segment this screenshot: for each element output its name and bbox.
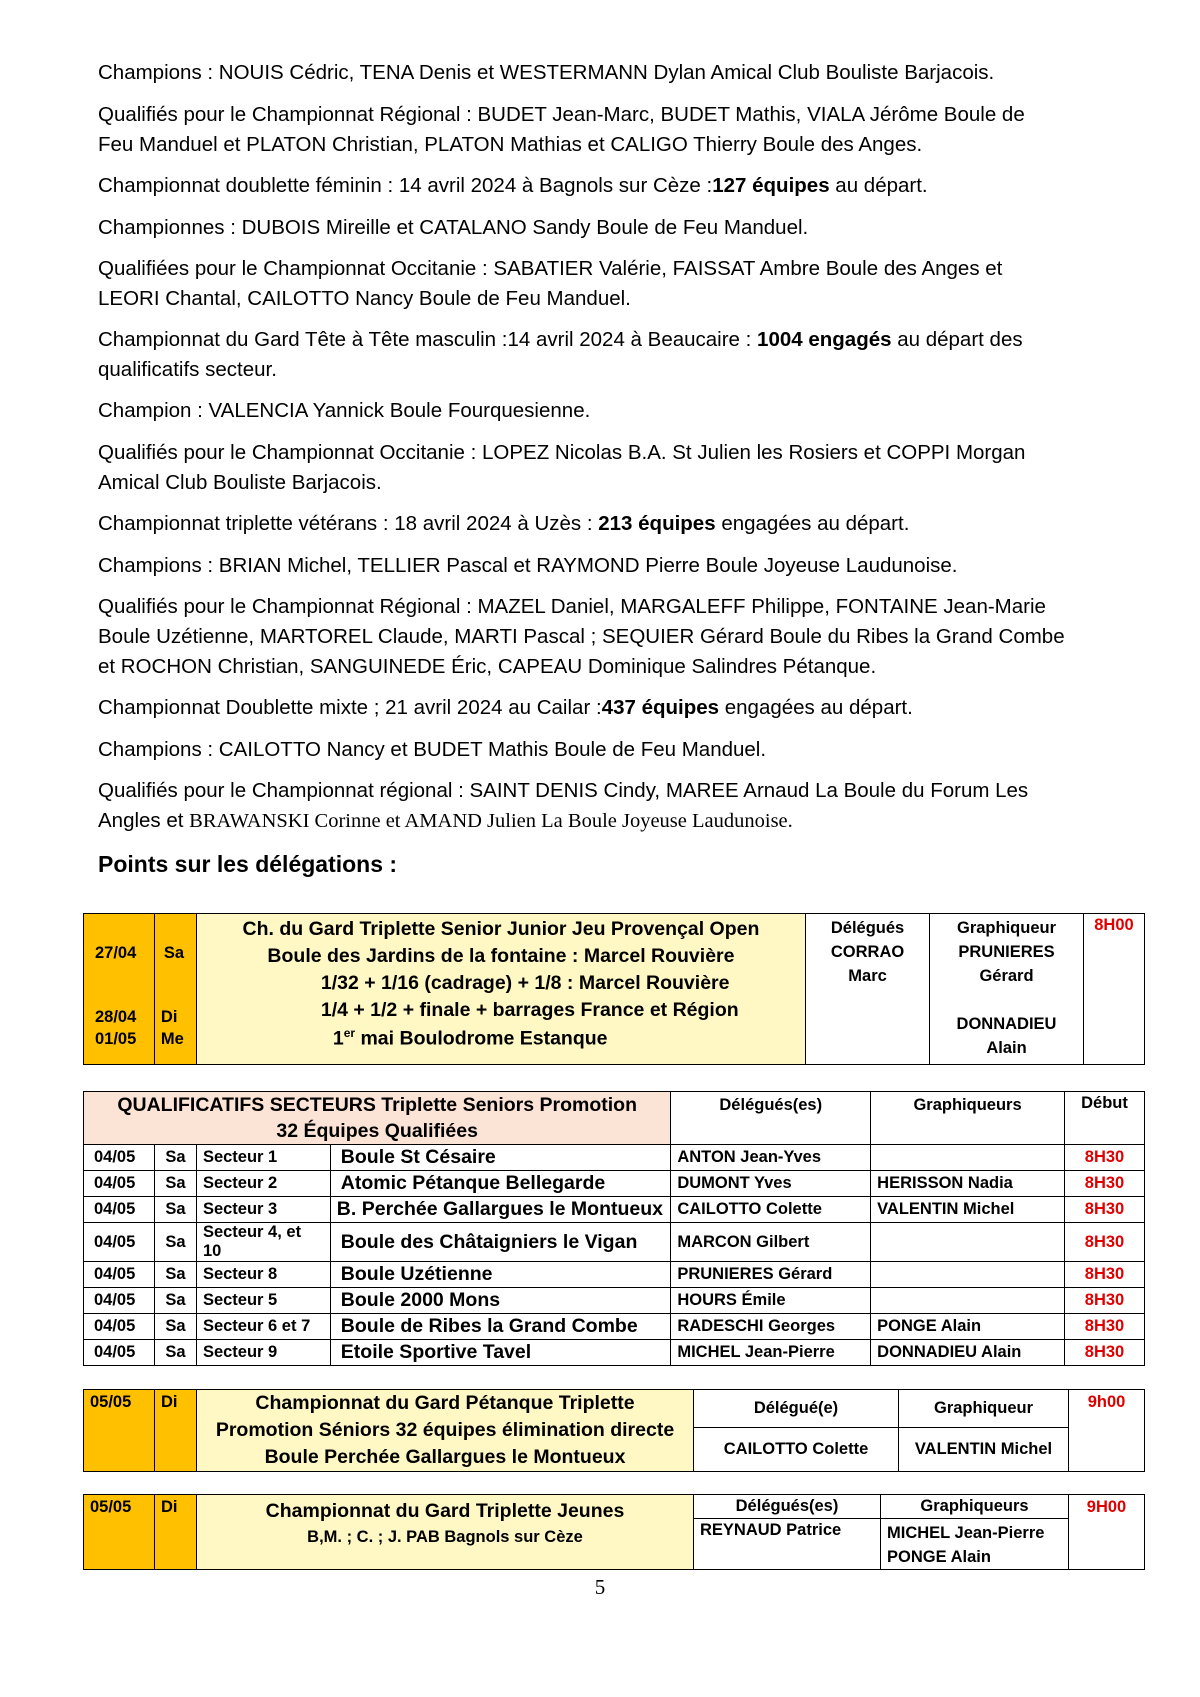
event-line: Championnat du Gard Pétanque Triplette [255,1392,635,1414]
graphiqueur-name [871,1145,1065,1171]
graphiqueur-name [871,1223,1065,1262]
table-row [84,1145,1145,1171]
sector: Secteur 8 [196,1262,330,1288]
delegate-name: DUMONT Yves [671,1171,871,1197]
delegation-table-qualificatifs [83,1091,1145,1366]
date: 01/05 [95,1030,137,1048]
event-line: Championnat du Gard Triplette Jeunes [265,1500,625,1522]
start-time: 8H30 [1064,1145,1144,1171]
text-line: engagées au départ. [719,696,913,719]
sector: Secteur 1 [196,1145,330,1171]
paragraph-championnes [98,213,1108,243]
text-line: au départ. [829,174,928,197]
text-line: Champions : CAILOTTO Nancy et BUDET Mathis Boule de Feu Manduel. [98,738,767,761]
sector: Secteur 2 [196,1171,330,1197]
club-name: Boule St Césaire [330,1145,671,1171]
column-header: Délégués(es) [671,1092,871,1145]
text-line: LEORI Chantal, CAILOTTO Nancy Boule de Feu Manduel. [98,287,631,310]
event-line: Ch. du Gard Triplette Senior Junior Jeu Provençal Open [242,918,760,940]
event-cell [197,1390,694,1472]
club-name: Boule Uzétienne [330,1262,671,1288]
delegation-table-promotion [83,1389,1145,1472]
graphiqueurs-cell [881,1519,1069,1570]
start-time: 8H00 [1083,914,1144,1065]
club-name: Boule des Châtaigniers le Vigan [330,1223,671,1262]
day: Sa [154,1288,196,1314]
graphiqueur-name: DONNADIEU [956,1015,1057,1033]
event-line: Boule Perchée Gallargues le Montueux [264,1446,626,1468]
column-header: Délégués(es) [694,1495,881,1519]
day: Sa [154,1340,196,1366]
delegate-name: CORRAO [830,943,905,961]
text-line: Boule Uzétienne, MARTOREL Claude, MARTI Pascal ; SEQUIER Gérard Boule du Ribes la Grand Combe [98,625,1065,648]
graphiqueur-name: VALENTIN Michel [871,1197,1065,1223]
column-header: Graphiqueur [956,919,1056,937]
column-header: Graphiqueur [899,1390,1069,1428]
text-line: Champions : NOUIS Cédric, TENA Denis et WESTERMANN Dylan Amical Club Bouliste Barjacois. [98,61,995,84]
title-line: 32 Équipes Qualifiées [276,1120,478,1142]
delegate-name: ANTON Jean-Yves [671,1145,871,1171]
column-header: Graphiqueurs [871,1092,1065,1145]
delegate-name: PRUNIERES Gérard [671,1262,871,1288]
text-line: Qualifiées pour le Championnat Occitanie : SABATIER Valérie, FAISSAT Ambre Boule des Anges et [98,257,1003,280]
event-cell [196,914,805,1065]
text-line: Champions : BRIAN Michel, TELLIER Pascal et RAYMOND Pierre Boule Joyeuse Laudunoise. [98,554,958,577]
delegate-name: RADESCHI Georges [671,1314,871,1340]
event-line: Promotion Séniors 32 équipes élimination directe [215,1419,675,1441]
start-time: 8H30 [1064,1314,1144,1340]
delegate-name: MICHEL Jean-Pierre [671,1340,871,1366]
text-line: Championnat doublette féminin : 14 avril 2024 à Bagnols sur Cèze : [98,174,713,197]
text-line: Qualifiés pour le Championnat régional : SAINT DENIS Cindy, MAREE Arnaud La Boule du Forum Les [98,779,1029,802]
table-row [84,1314,1145,1340]
sector: Secteur 6 et 7 [196,1314,330,1340]
event-line: 1er mai Boulodrome Estanque [332,1026,608,1050]
column-header: Délégués [830,919,905,937]
day: Di [155,1390,197,1472]
title-line: QUALIFICATIFS SECTEURS Triplette Seniors Promotion [117,1094,638,1116]
graphiqueur-name: HERISSON Nadia [871,1171,1065,1197]
delegation-table-jeu-provencal [83,913,1145,1065]
text-line: Championnat du Gard Tête à Tête masculin :14 avril 2024 à Beaucaire : [98,328,758,351]
column-header: Graphiqueurs [881,1495,1069,1519]
start-time: 8H30 [1064,1262,1144,1288]
column-header: Début [1064,1092,1144,1145]
table-row [84,1171,1145,1197]
days-cell [154,914,196,1065]
bold-count: 1004 engagés [757,328,892,351]
text-line: Championnes : DUBOIS Mireille et CATALANO Sandy Boule de Feu Manduel. [98,216,809,239]
text-line: au départ des [891,328,1023,351]
paragraph-qualifiees-occitanie [98,254,1108,314]
event-line: B,M. ; C. ; J. PAB Bagnols sur Cèze [307,1528,583,1546]
day: Di [160,1008,178,1026]
club-name: Boule de Ribes la Grand Combe [330,1314,671,1340]
bold-count: 127 équipes [712,174,830,197]
text-line: Qualifiés pour le Championnat Régional : BUDET Jean-Marc, BUDET Mathis, VIALA Jérôme Boule de [98,103,1025,126]
text-line: Championnat triplette vétérans : 18 avril 2024 à Uzès : [98,512,599,535]
delegate-name: CAILOTTO Colette [694,1428,899,1472]
club-name: Etoile Sportive Tavel [330,1340,671,1366]
text-line: engagées au départ. [715,512,910,535]
date: 05/05 [84,1495,155,1570]
text-line: Champion : VALENCIA Yannick Boule Fourquesienne. [98,399,591,422]
text-line: Qualifiés pour le Championnat Occitanie : LOPEZ Nicolas B.A. St Julien les Rosiers et COPPI Morgan [98,441,1026,464]
paragraph-qualifies-regional-veterans [98,592,1108,682]
paragraph-doublette-mixte [98,693,1108,723]
paragraph-doublette-feminin [98,171,1108,201]
date: 04/05 [84,1145,155,1171]
date: 04/05 [84,1262,155,1288]
date: 04/05 [84,1340,155,1366]
delegate-name: MARCON Gilbert [671,1223,871,1262]
date: 27/04 [95,944,137,962]
dates-cell [84,914,155,1065]
table-row [84,1340,1145,1366]
event-line: 1/32 + 1/16 (cadrage) + 1/8 : Marcel Rouvière [320,972,730,994]
date: 04/05 [84,1171,155,1197]
day: Sa [154,1171,196,1197]
paragraph-triplette-veterans [98,509,1108,539]
graphiqueur-name: Gérard [979,967,1034,985]
club-name: B. Perchée Gallargues le Montueux [330,1197,671,1223]
event-cell [197,1495,694,1570]
graphiqueur-name [871,1262,1065,1288]
paragraph-qualifies-regional-mixte [98,776,1108,836]
sector: Secteur 5 [196,1288,330,1314]
date: 04/05 [84,1288,155,1314]
start-time: 8H30 [1064,1197,1144,1223]
day: Sa [154,1262,196,1288]
day: Me [160,1030,184,1048]
table-row [84,1223,1145,1262]
table-row [84,1262,1145,1288]
bold-count: 213 équipes [598,512,716,535]
club-name: Atomic Pétanque Bellegarde [330,1171,671,1197]
start-time: 8H30 [1064,1223,1144,1262]
text-line-serif: BRAWANSKI Corinne et AMAND Julien La Boule Joyeuse Laudunoise. [189,810,793,832]
text-line: Angles et [98,809,190,832]
start-time: 8H30 [1064,1288,1144,1314]
delegate-name: Marc [848,967,887,985]
day: Sa [154,1223,196,1262]
start-time: 9H00 [1069,1495,1145,1570]
text-line: et ROCHON Christian, SANGUINEDE Éric, CAPEAU Dominique Salindres Pétanque. [98,655,877,678]
delegate-name: REYNAUD Patrice [694,1519,881,1570]
paragraph-qualifies-regional-1 [98,100,1108,160]
graphiqueur-name [871,1288,1065,1314]
graphiqueur-name: MICHEL Jean-Pierre [887,1524,1045,1542]
event-line: Boule des Jardins de la fontaine : Marcel Rouvière [267,945,735,967]
text-line: Championnat Doublette mixte ; 21 avril 2024 au Cailar : [98,696,602,719]
delegues-cell [806,914,930,1065]
page-number: 5 [594,1575,606,1599]
sector: Secteur 9 [196,1340,330,1366]
start-time: 9h00 [1069,1390,1145,1472]
section-title: Points sur les délégations : [98,851,398,877]
graphiqueur-name: Alain [986,1039,1027,1057]
paragraph-champions-veterans [98,551,1108,581]
sector: Secteur 3 [196,1197,330,1223]
sector: Secteur 4, et 10 [196,1223,330,1262]
graphiqueur-name: PRUNIERES [958,943,1055,961]
text-line: Qualifiés pour le Championnat Régional : MAZEL Daniel, MARGALEFF Philippe, FONTAINE Jean-Marie [98,595,1046,618]
delegate-name: HOURS Émile [671,1288,871,1314]
day: Sa [154,1197,196,1223]
event-line: 1/4 + 1/2 + finale + barrages France et Région [320,999,739,1021]
graphiqueur-name: PONGE Alain [887,1548,991,1566]
paragraph-champions-mixte [98,735,1108,765]
table-row [84,1197,1145,1223]
day: Di [155,1495,197,1570]
text-line: qualificatifs secteur. [98,358,277,381]
graphiqueur-name: PONGE Alain [871,1314,1065,1340]
qualificatifs-title-cell [84,1092,671,1145]
paragraph-qualifies-occitanie [98,438,1108,498]
day: Sa [163,944,185,962]
graphiqueur-name: VALENTIN Michel [899,1428,1069,1472]
date: 04/05 [84,1223,155,1262]
club-name: Boule 2000 Mons [330,1288,671,1314]
table-row [84,1288,1145,1314]
day: Sa [154,1145,196,1171]
date: 28/04 [95,1008,137,1026]
text-line: Feu Manduel et PLATON Christian, PLATON Mathias et CALIGO Thierry Boule des Anges. [98,133,923,156]
start-time: 8H30 [1064,1340,1144,1366]
bold-count: 437 équipes [601,696,720,719]
delegation-table-jeunes [83,1494,1145,1570]
paragraph-tete-a-tete [98,325,1108,385]
paragraph-champion-tete-a-tete [98,396,1108,426]
date: 05/05 [84,1390,155,1472]
start-time: 8H30 [1064,1171,1144,1197]
date: 04/05 [84,1197,155,1223]
graphiqueur-name: DONNADIEU Alain [871,1340,1065,1366]
day: Sa [154,1314,196,1340]
column-header: Délégué(e) [694,1390,899,1428]
paragraph-champions-triplette [98,58,1108,88]
date: 04/05 [84,1314,155,1340]
text-line: Amical Club Bouliste Barjacois. [98,471,382,494]
delegate-name: CAILOTTO Colette [671,1197,871,1223]
graphiqueur-cell [930,914,1084,1065]
